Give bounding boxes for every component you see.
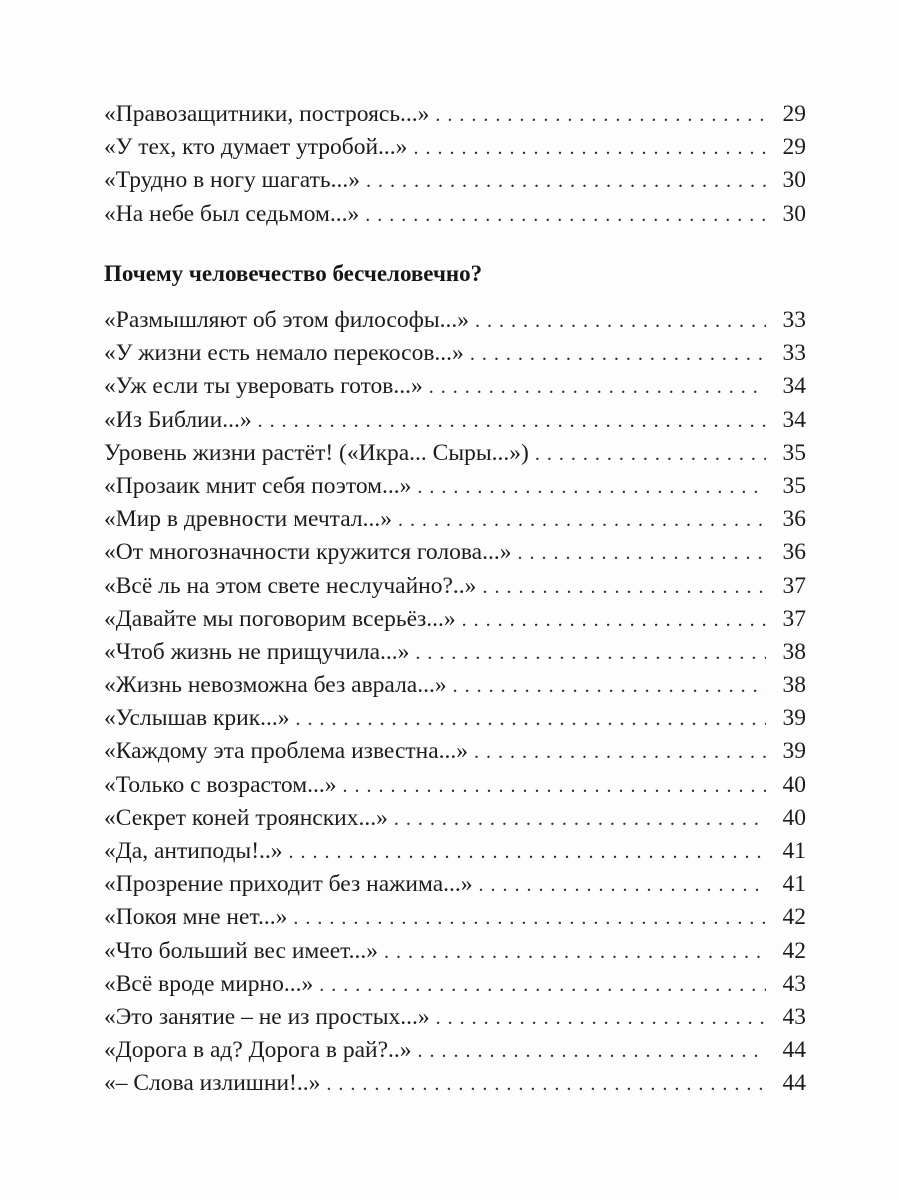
toc-entry [104, 868, 806, 901]
toc-entry-title: «Прозрение приходит без нажима...» [104, 871, 473, 898]
toc-entry [104, 669, 806, 702]
toc-leader-dots [435, 99, 766, 132]
toc-leader-dots [517, 537, 766, 570]
toc-entry [104, 470, 806, 503]
toc-entry [104, 536, 806, 569]
toc-entry-page: 43 [782, 1003, 806, 1030]
toc-entry-page: 40 [782, 771, 806, 798]
toc-leader-dots [470, 338, 766, 371]
toc-entry-page: 36 [782, 506, 806, 533]
toc-entry-title: «Уж если ты уверовать готов...» [104, 373, 423, 400]
toc-entry [104, 769, 806, 802]
toc-list-second [104, 304, 806, 1101]
toc-leader-dots [418, 1035, 766, 1068]
toc-entry-title: «Из Библии...» [104, 406, 252, 433]
toc-entry [104, 164, 806, 197]
toc-leader-dots [398, 504, 766, 537]
toc-entry-title: «Каждому эта проблема известна...» [104, 738, 469, 765]
toc-entry [104, 935, 806, 968]
toc-entry-title: «Чтоб жизнь не прищучила...» [104, 638, 410, 665]
toc-entry-title: «Всё вроде мирно...» [104, 970, 314, 997]
toc-entry [104, 901, 806, 934]
toc-entry-page: 39 [782, 705, 806, 732]
toc-entry [104, 835, 806, 868]
toc-leader-dots [296, 703, 766, 736]
toc-entry-title: Уровень жизни растёт! («Икра... Сыры...») [104, 439, 529, 466]
section-heading: Почему человечество бесчеловечно? [104, 261, 483, 286]
toc-entry-title: «Всё ль на этом свете неслучайно?..» [104, 572, 477, 599]
toc-entry-page: 30 [782, 167, 806, 194]
toc-entry [104, 404, 806, 437]
toc-entry-title: «Только с возрастом...» [104, 771, 337, 798]
toc-entry-page: 43 [782, 970, 806, 997]
toc-entry-page: 36 [782, 539, 806, 566]
toc-entry-page: 33 [782, 307, 806, 333]
toc-entry-page: 38 [782, 672, 806, 699]
toc-leader-dots [289, 836, 766, 869]
toc-leader-dots [474, 736, 766, 769]
toc-entry-title: «Дорога в ад? Дорога в рай?..» [104, 1037, 412, 1064]
toc-entry-page: 37 [782, 605, 806, 632]
toc-entry [104, 570, 806, 603]
toc-entry-page: 37 [782, 572, 806, 599]
toc-leader-dots [394, 803, 766, 836]
toc-entry-page: 44 [782, 1037, 806, 1064]
toc-entry-page: 35 [782, 439, 806, 466]
toc-entry-title: «У жизни есть немало перекосов...» [104, 340, 464, 367]
toc-entry [104, 198, 806, 231]
toc-leader-dots [462, 604, 766, 637]
toc-entry-page: 29 [782, 134, 806, 161]
toc-entry-page: 42 [782, 937, 806, 964]
toc-entry [104, 1067, 806, 1100]
toc-entry [104, 304, 806, 337]
toc-entry [104, 370, 806, 403]
toc-entry-page: 30 [782, 200, 806, 227]
toc-entry-page: 33 [782, 340, 806, 367]
toc-entry [104, 503, 806, 536]
toc-leader-dots [475, 305, 766, 338]
toc-entry-title: «Мир в древности мечтал...» [104, 506, 392, 533]
toc-leader-dots [366, 165, 766, 198]
toc-entry [104, 131, 806, 164]
toc-entry [104, 1001, 806, 1034]
toc-leader-dots [293, 902, 766, 935]
toc-leader-dots [415, 637, 766, 670]
toc-entry-title: «У тех, кто думает утробой...» [104, 134, 408, 161]
toc-entry [104, 337, 806, 370]
toc-leader-dots [413, 132, 766, 165]
toc-entry [104, 702, 806, 735]
toc-leader-dots [258, 405, 766, 438]
toc-entry [104, 1034, 806, 1067]
toc-entry-page: 35 [782, 472, 806, 499]
toc-entry-title: «На небе был седьмом...» [104, 200, 360, 227]
toc-entry [104, 437, 806, 470]
toc-entry [104, 802, 806, 835]
toc-entry-page: 41 [782, 871, 806, 898]
toc-entry-title: «Покоя мне нет...» [104, 904, 288, 931]
toc-leader-dots [319, 969, 766, 1002]
toc-entry [104, 735, 806, 768]
toc-leader-dots [365, 199, 766, 232]
toc-leader-dots [326, 1068, 766, 1101]
toc-entry-title: «Это занятие – не из простых...» [104, 1003, 430, 1030]
toc-entry-title: «Давайте мы поговорим всерьёз...» [104, 605, 456, 632]
toc-entry [104, 98, 806, 131]
toc-entry-page: 29 [782, 101, 806, 127]
toc-entry-title: «От многозначности кружится голова...» [104, 539, 512, 566]
toc-entry-page: 38 [782, 638, 806, 665]
toc-entry-title: «Секрет коней троянских...» [104, 804, 388, 831]
toc-leader-dots [482, 571, 766, 604]
toc-leader-dots [429, 371, 766, 404]
toc-entry-page: 39 [782, 738, 806, 765]
toc-entry-title: «Трудно в ногу шагать...» [104, 167, 360, 194]
toc-leader-dots [453, 670, 766, 703]
toc-entry-title: «Услышав крик...» [104, 705, 290, 732]
toc-entry-title: «Правозащитники, построясь...» [104, 101, 430, 127]
toc-entry-page: 42 [782, 904, 806, 931]
toc-entry-title: «Жизнь невозможна без аврала...» [104, 672, 447, 699]
toc-entry [104, 636, 806, 669]
toc-entry-page: 34 [782, 406, 806, 433]
toc-entry-title: «– Слова излишни!..» [104, 1070, 321, 1097]
toc-leader-dots [384, 936, 766, 969]
toc-entry [104, 968, 806, 1001]
toc-leader-dots [342, 770, 766, 803]
toc-entry-title: «Размышляют об этом философы...» [104, 307, 469, 333]
toc-entry-title: «Да, антиподы!..» [104, 838, 283, 864]
toc-entry-title: «Что больший вес имеет...» [104, 937, 379, 964]
toc-entry-title: «Прозаик мнит себя поэтом...» [104, 472, 412, 499]
toc-entry-page: 41 [782, 838, 806, 864]
toc-leader-dots [535, 438, 766, 471]
toc-entry [104, 603, 806, 636]
toc-leader-dots [436, 1002, 766, 1035]
toc-leader-dots [417, 471, 766, 504]
toc-list-first [104, 98, 806, 231]
toc-entry-page: 40 [782, 804, 806, 831]
toc-leader-dots [479, 869, 766, 902]
toc-entry-page: 44 [782, 1070, 806, 1097]
toc-entry-page: 34 [782, 373, 806, 400]
